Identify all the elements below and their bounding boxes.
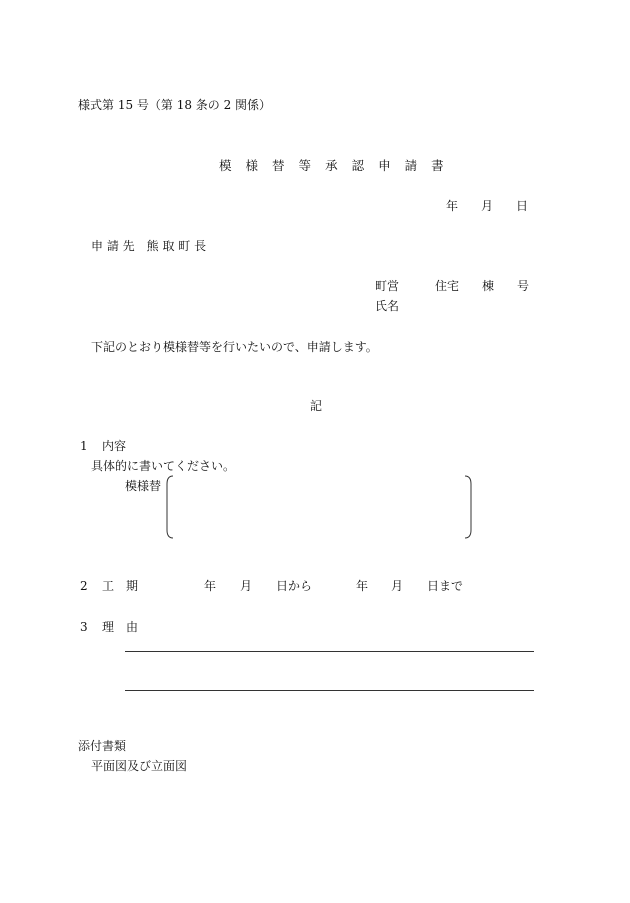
housing-suffix: 住宅 <box>435 279 460 293</box>
to-month-label: 月 <box>391 579 404 593</box>
from-month-label: 月 <box>240 579 253 593</box>
section3-number: 3 <box>80 620 88 634</box>
attachments-heading: 添付書類 <box>78 739 127 753</box>
section1-label: 模様替 <box>125 479 162 493</box>
intro-text: 下記のとおり模様替等を行いたいので、申請します。 <box>91 340 378 354</box>
from-day-label: 日から <box>276 579 313 593</box>
document-title <box>219 159 444 173</box>
section3-heading: 理 由 <box>102 620 139 634</box>
date-year-label: 年 <box>446 199 459 213</box>
title-char: 替 <box>272 158 285 173</box>
note-heading: 記 <box>310 399 323 413</box>
from-year-label: 年 <box>204 579 217 593</box>
attachment-item: 平面図及び立面図 <box>91 759 188 773</box>
title-char: 模 <box>219 158 232 173</box>
title-char: 等 <box>298 158 312 173</box>
to-year-label: 年 <box>356 579 369 593</box>
title-char: 承 <box>325 158 338 173</box>
content-field[interactable] <box>178 478 460 536</box>
section1-heading: 内容 <box>102 439 127 453</box>
building-label: 棟 <box>482 279 495 293</box>
title-char: 申 <box>378 158 391 173</box>
name-label: 氏名 <box>375 299 400 313</box>
form-number: 様式第 15 号（第 18 条の 2 関係） <box>78 98 272 112</box>
date-day-label: 日 <box>516 199 529 213</box>
section1-number: 1 <box>80 439 88 453</box>
unit-label: 号 <box>517 279 530 293</box>
title-char: 認 <box>351 158 365 173</box>
left-bracket <box>162 474 176 542</box>
reason-line[interactable] <box>125 690 534 691</box>
section2-heading: 工 期 <box>102 579 139 593</box>
section2-number: 2 <box>80 579 88 593</box>
section1-instruction: 具体的に書いてください。 <box>91 459 236 473</box>
right-bracket <box>462 474 476 542</box>
date-month-label: 月 <box>481 199 494 213</box>
title-char: 請 <box>404 158 418 173</box>
title-char: 書 <box>431 158 444 173</box>
title-char: 様 <box>245 158 259 173</box>
housing-prefix: 町営 <box>375 279 400 293</box>
to-day-label: 日まで <box>427 579 464 593</box>
recipient: 申 請 先 熊 取 町 長 <box>91 239 207 253</box>
reason-line[interactable] <box>125 651 534 652</box>
